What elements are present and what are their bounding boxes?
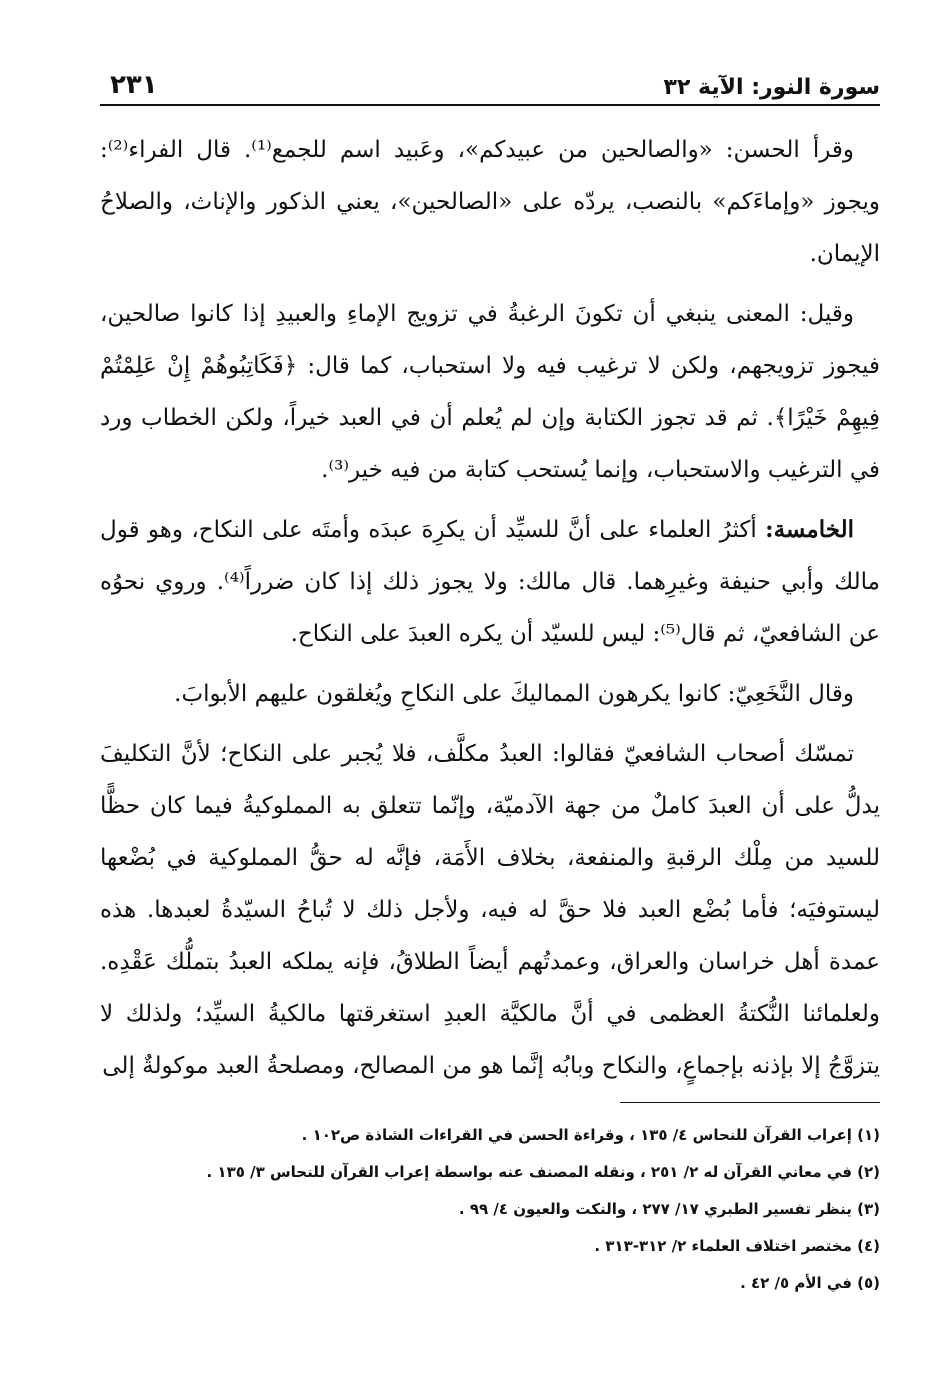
footnote: (٤) مختصر اختلاف العلماء ٢/ ٣١٢-٣١٣ . [594, 1237, 880, 1255]
running-header [100, 70, 880, 106]
footnote: (٥) في الأم ٥/ ٤٢ . [740, 1274, 880, 1292]
header-title: سورة النور: الآية ٣٢ [663, 75, 880, 100]
paragraph-text: تمسّك أصحاب الشافعيّ فقالوا: العبدُ مكلَّف، فلا يُجبر على النكاح؛ لأنَّ التكليفَ يدلُّ على أن العبدَ كاملٌ من جهة الآدميّة، وإنّما تتعلق به المملوكيةُ فيما كان حظًّا للسيد من مِلْك الرقبةِ والمنفعة، بخلاف الأَمَة، فإنَّه له حقُّ المملوكية في بُضْعها ليستوفيَه؛ فأما بُضْع العبد فلا حقَّ له فيه، ولأجل ذلك لا تُباحُ السيّدةُ لعبدها. هذه عمدة أهل خراسان والعراق، وعمدتُهم أيضاً الطلاقُ، فإنه يملكه العبدُ بتملُّك عَقْدِه. ولعلمائنا النُّكتةُ العظمى في أنَّ مالكيَّة العبدِ استغرقتها مالكيةُ السيِّد؛ ولذلك لا يتزوَّجُ إلا بإذنه بإجماعٍ، والنكاح وبابُه إنَّما هو من المصالح، ومصلحةُ العبد موكولةٌ إلى [100, 741, 880, 1079]
paragraph-lead: الخامسة: [765, 516, 855, 543]
footnote: (١) إعراب القرآن للنحاس ٤/ ١٣٥ ، وقراءة الحسن في القراءات الشاذة ص١٠٢ . [301, 1126, 880, 1144]
body-text [100, 124, 880, 1092]
paragraph-text: أكثرُ العلماء على أنَّ للسيِّد أن يكرِهَ عبدَه وأمتَه على النكاح، وهو قول مالك وأبي حنيفة وغيرِهما. قال مالك: ولا يجوز ذلك إذا كان ضرراً⁽⁴⁾. وروي نحوُه عن الشافعيّ، ثم قال⁽⁵⁾: ليس للسيّد أن يكره العبدَ على النكاح. [100, 517, 880, 647]
footnote: (٢) في معاني القرآن له ٢/ ٢٥١ ، ونقله المصنف عنه بواسطة إعراب القرآن للنحاس ٣/ ١٣٥ . [206, 1163, 880, 1181]
paragraph [100, 124, 880, 280]
page [100, 70, 880, 1302]
paragraph [100, 668, 880, 720]
paragraph [100, 288, 880, 496]
paragraph [100, 728, 880, 1092]
paragraph [100, 504, 880, 660]
footnote: (٣) ينظر تفسير الطبري ١٧/ ٢٧٧ ، والنكت والعيون ٤/ ٩٩ . [458, 1200, 880, 1218]
page-number: ٢٣١ [110, 70, 158, 100]
paragraph-text: وقيل: المعنى ينبغي أن تكونَ الرغبةُ في تزويج الإماءِ والعبيدِ إذا كانوا صالحين، فيجوز تزويجهم، ولكن لا ترغيب فيه ولا استحباب، كما قال: ﴿فَكَاتِبُوهُمْ إِنْ عَلِمْتُمْ فِيهِمْ خَيْرًا﴾. ثم قد تجوز الكتابة وإن لم يُعلم أن في العبد خيراً، ولكن الخطاب ورد في الترغيب والاستحباب، وإنما يُستحب كتابة من فيه خير⁽³⁾. [100, 301, 880, 483]
footnotes [100, 1117, 880, 1302]
paragraph-text: وقال النَّخَعِيّ: كانوا يكرهون المماليكَ على النكاحِ ويُغلقون عليهم الأبوابَ. [174, 681, 854, 707]
paragraph-text: وقرأ الحسن: «والصالحين من عبيدكم»، وعَبيد اسم للجمع⁽¹⁾. قال الفراء⁽²⁾: ويجوز «وإماءَكم» بالنصب، يردّه على «الصالحين»، يعني الذكور والإناث، والصلاحُ الإيمان. [100, 137, 880, 267]
footnote-divider [620, 1102, 880, 1103]
